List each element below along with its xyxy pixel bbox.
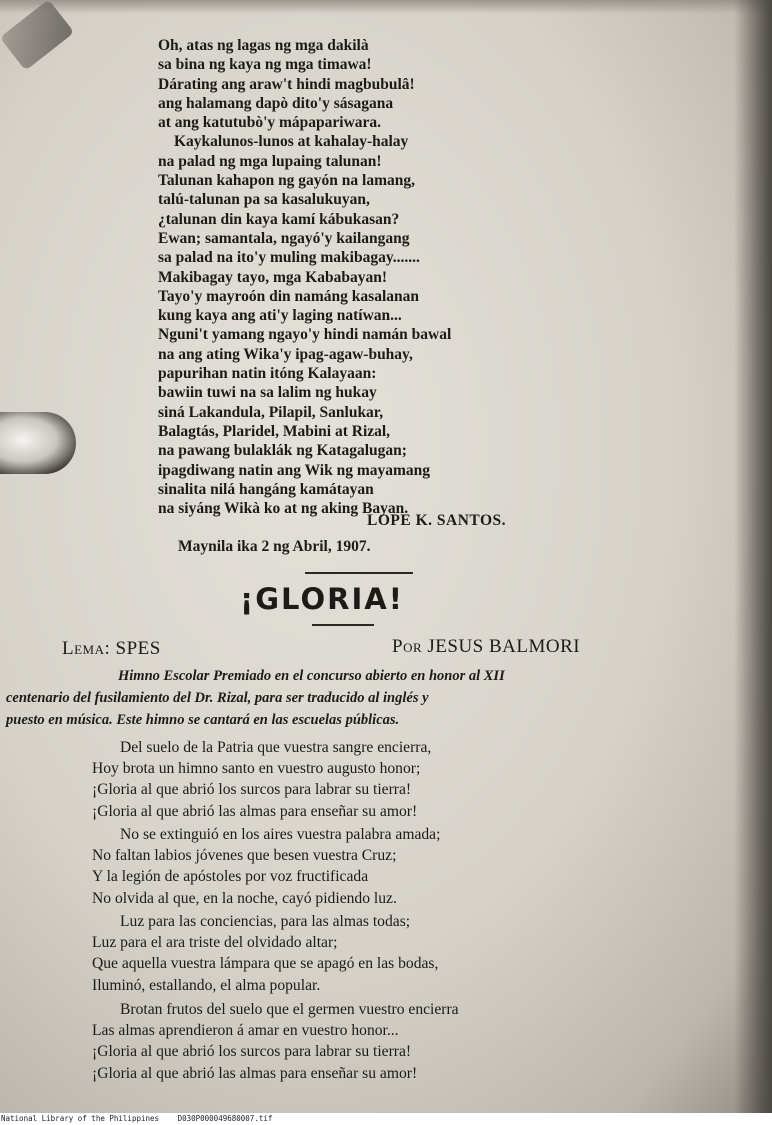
poem-line: kung kaya ang ati'y laging natíwan... (158, 307, 402, 325)
poem-date: Maynila ika 2 ng Abril, 1907. (178, 538, 371, 555)
poem-line: sa bina ng kaya ng mga timawa! (158, 56, 372, 74)
page-title: ¡GLORIA! (240, 582, 404, 616)
stanza-line: Iluminó, estallando, el alma popular. (92, 976, 321, 994)
lema-value: SPES (115, 638, 161, 659)
stanza-3 (92, 911, 612, 996)
poem-line: na palad ng mga lupaing talunan! (158, 152, 382, 170)
poem-line: at ang katutubò'y mápapariwara. (158, 114, 382, 132)
author-line (392, 636, 580, 658)
stanza-line: Las almas aprendieron á amar en vuestro honor... (92, 1022, 399, 1040)
title-rule-bottom (312, 624, 374, 626)
stanza-line: Luz para el ara triste del olvidado altar; (92, 934, 338, 952)
poem-line: bawiin tuwi na sa lalim ng hukay (158, 384, 377, 402)
poem-line: Tayo'y mayroón din namáng kasalanan (158, 287, 420, 305)
stanza-line: Luz para las conciencias, para las almas todas; (120, 913, 411, 930)
lema-line (62, 638, 161, 660)
poem-line: Kaykalunos-lunos at kahalay-halay (174, 133, 409, 151)
stanza-line: Del suelo de la Patria que vuestra sangre encierra, (120, 739, 432, 756)
stanza-line: Que aquella vuestra lámpara que se apagó en las bodas, (92, 955, 439, 973)
stanza-2 (92, 824, 612, 909)
stanza-line: Hoy brota un himno santo en vuestro augusto honor; (92, 760, 421, 778)
poem-line: na ang ating Wika'y ipag-agaw-buhay, (158, 345, 413, 363)
stanza-line: Y la legión de apóstoles por voz fructificada (92, 868, 369, 886)
stanza-line: ¡Gloria al que abrió los surcos para labrar su tierra! (92, 1043, 412, 1061)
poem-line: na siyáng Wikà ko at ng aking Bayan. (158, 500, 409, 518)
stanza-line: Brotan frutos del suelo que el germen vuestro encierra (120, 1001, 459, 1018)
poem-line: ang halamang dapò dito'y sásagana (158, 94, 394, 112)
stanza-line: ¡Gloria al que abrió los surcos para labrar su tierra! (92, 781, 412, 799)
intro-line: centenario del fusilamiento del Dr. Rizal, para ser traducido al inglés y (6, 690, 429, 706)
intro-line: Himno Escolar Premiado en el concurso abierto en honor al XII (118, 668, 505, 684)
hymn-intro (6, 665, 686, 731)
stanza-line: No olvida al que, en la noche, cayó pidiendo luz. (92, 889, 397, 907)
footer-library: National Library of the Philippines (1, 1114, 160, 1123)
poem-line: siná Lakandula, Pilapil, Sanlukar, (158, 403, 384, 421)
poem-line: Ewan; samantala, ngayó'y kailangang (158, 229, 410, 247)
poem-line: ipagdiwang natin ang Wik ng mayamang (158, 461, 431, 479)
poem-line: Talunan kahapon ng gayón na lamang, (158, 172, 416, 190)
page-right-shadow (734, 0, 772, 1113)
stanza-line: No se extinguió en los aires vuestra palabra amada; (120, 826, 441, 843)
tagalog-poem (158, 36, 558, 518)
binder-tab-shape (0, 412, 76, 474)
scan-footer (0, 1113, 772, 1125)
author-prefix: Por (392, 636, 423, 657)
poem-line: papurihan natin itóng Kalayaan: (158, 365, 377, 383)
stanza-line: ¡Gloria al que abrió las almas para enseñar su amor! (92, 802, 418, 820)
poem-line: Makibagay tayo, mga Kababayan! (158, 268, 388, 286)
poem-line: sinalita nilá hangáng kamátayan (158, 480, 374, 498)
intro-line: puesto en música. Este himno se cantará en las escuelas públicas. (6, 712, 400, 728)
poem-line: Oh, atas ng lagas ng mga dakilà (158, 37, 369, 54)
stanza-line: ¡Gloria al que abrió las almas para enseñar su amor! (92, 1064, 418, 1082)
poem-line: Dárating ang araw't hindi magbubulâ! (158, 75, 415, 93)
author-name: JESUS BALMORI (427, 636, 581, 657)
page-top-shadow (0, 0, 772, 14)
poem-signature: LOPE K. SANTOS. (367, 512, 507, 529)
poem-line: sa palad na ito'y muling makibagay....... (158, 249, 420, 267)
poem-line: Nguni't yamang ngayo'y hindi namán bawal (158, 326, 452, 344)
title-rule-top (305, 572, 413, 574)
poem-line: ¿talunan din kaya kamí kábukasan? (158, 210, 400, 228)
stanza-1 (92, 737, 612, 822)
poem-line: na pawang bulaklák ng Katagalugan; (158, 442, 407, 460)
poem-line: Balagtás, Plaridel, Mabini at Rizal, (158, 422, 391, 440)
footer-file-id: D030P000049680007.tif (177, 1114, 273, 1123)
lema-label: Lema: (62, 638, 111, 659)
poem-line: talú-talunan pa sa kasalukuyan, (158, 191, 370, 209)
stanza-4 (92, 999, 612, 1084)
stanza-line: No faltan labios jóvenes que besen vuestra Cruz; (92, 847, 397, 865)
